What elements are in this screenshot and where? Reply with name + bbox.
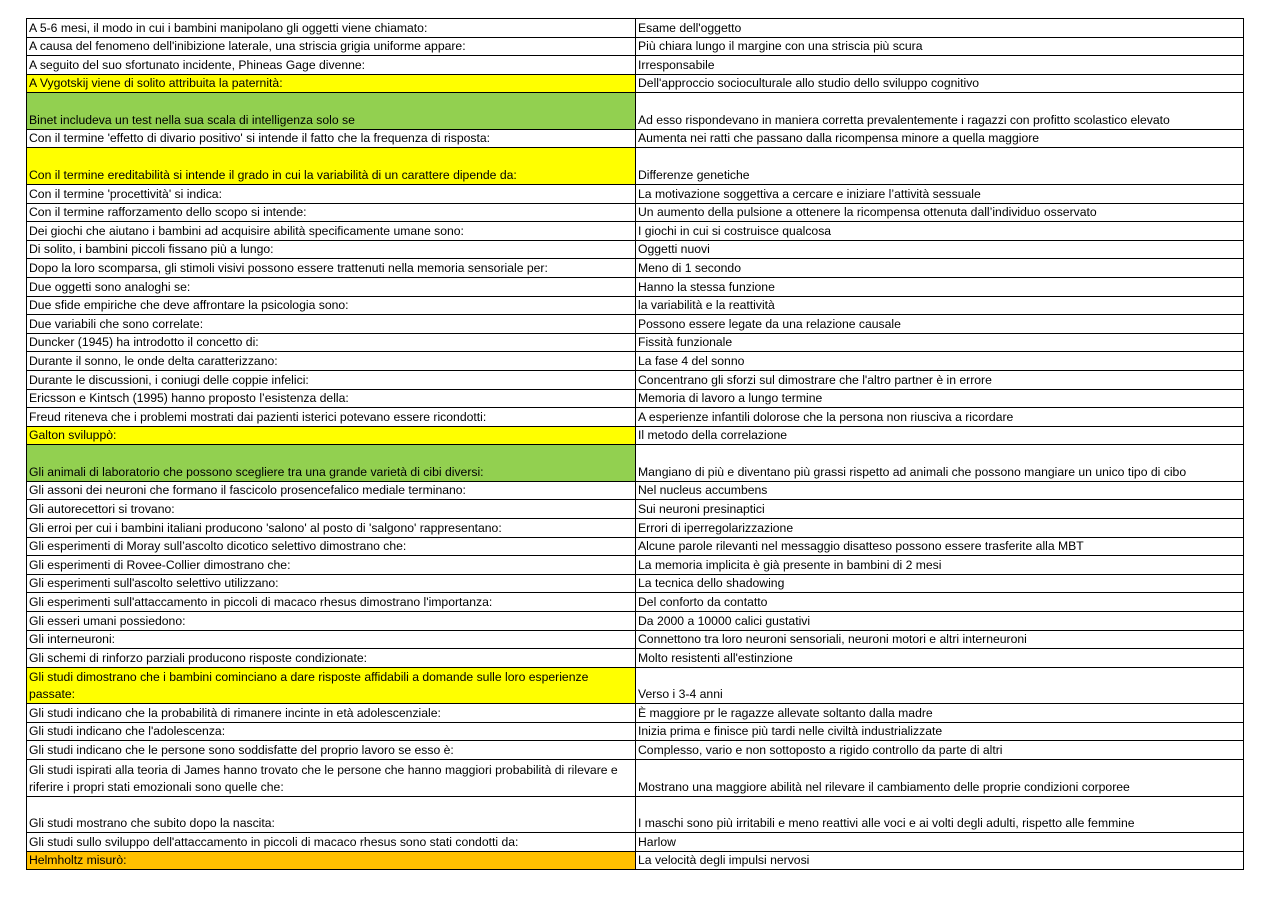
answer-cell[interactable]: Errori di iperregolarizzazione — [636, 518, 1244, 537]
answer-cell[interactable]: Dell'approccio socioculturale allo studio dello sviluppo cognitivo — [636, 74, 1244, 93]
answer-cell[interactable]: Differenze genetiche — [636, 148, 1244, 185]
question-cell[interactable]: Di solito, i bambini piccoli fissano più a lungo: — [27, 240, 636, 259]
question-cell[interactable]: Con il termine 'effetto di divario positivo' si intende il fatto che la frequenza di risposta: — [27, 129, 636, 148]
answer-cell[interactable]: Mostrano una maggiore abilità nel rilevare il cambiamento delle proprie condizioni corporee — [636, 760, 1244, 797]
question-cell[interactable]: Gli esperimenti di Moray sull’ascolto dicotico selettivo dimostrano che: — [27, 537, 636, 556]
table-row — [27, 426, 1244, 445]
answer-cell[interactable]: È maggiore pr le ragazze allevate soltanto dalla madre — [636, 704, 1244, 723]
answer-cell[interactable]: La fase 4 del sonno — [636, 352, 1244, 371]
answer-cell[interactable]: La memoria implicita è già presente in bambini di 2 mesi — [636, 556, 1244, 575]
table-row — [27, 481, 1244, 500]
answer-cell[interactable]: Molto resistenti all'estinzione — [636, 649, 1244, 668]
answer-cell[interactable]: Irresponsabile — [636, 56, 1244, 75]
question-cell[interactable]: Gli autorecettori si trovano: — [27, 500, 636, 519]
question-cell[interactable]: Gli studi indicano che l'adolescenza: — [27, 722, 636, 741]
answer-cell[interactable]: La velocità degli impulsi nervosi — [636, 851, 1244, 870]
table-row — [27, 556, 1244, 575]
answer-cell[interactable]: Alcune parole rilevanti nel messaggio disatteso possono essere trasferite alla MBT — [636, 537, 1244, 556]
answer-cell[interactable]: Fissità funzionale — [636, 333, 1244, 352]
answer-cell[interactable]: la variabilità e la reattività — [636, 296, 1244, 315]
answer-cell[interactable]: Sui neuroni presinaptici — [636, 500, 1244, 519]
table-row — [27, 704, 1244, 723]
answer-cell[interactable]: I giochi in cui si costruisce qualcosa — [636, 222, 1244, 241]
answer-cell[interactable]: Ad esso rispondevano in maniera corretta prevalentemente i ragazzi con profitto scolastico elevato — [636, 93, 1244, 130]
table-row — [27, 445, 1244, 482]
answer-cell[interactable]: I maschi sono più irritabili e meno reattivi alle voci e ai volti degli adulti, rispetto alle femmine — [636, 796, 1244, 833]
question-cell[interactable]: A causa del fenomeno dell'inibizione laterale, una striscia grigia uniforme appare: — [27, 37, 636, 56]
question-cell[interactable]: Gli studi sullo sviluppo dell'attaccamento in piccoli di macaco rhesus sono stati condotti da: — [27, 833, 636, 852]
question-cell[interactable]: A Vygotskij viene di solito attribuita la paternità: — [27, 74, 636, 93]
question-cell[interactable]: Gli esseri umani possiedono: — [27, 611, 636, 630]
answer-cell[interactable]: Esame dell'oggetto — [636, 19, 1244, 38]
question-cell[interactable]: Gli studi indicano che la probabilità di rimanere incinte in età adolescenziale: — [27, 704, 636, 723]
answer-cell[interactable]: Memoria di lavoro a lungo termine — [636, 389, 1244, 408]
answer-cell[interactable]: Harlow — [636, 833, 1244, 852]
answer-cell[interactable]: Nel nucleus accumbens — [636, 481, 1244, 500]
question-cell[interactable]: Duncker (1945) ha introdotto il concetto di: — [27, 333, 636, 352]
question-cell[interactable]: A 5-6 mesi, il modo in cui i bambini manipolano gli oggetti viene chiamato: — [27, 19, 636, 38]
answer-cell[interactable]: Possono essere legate da una relazione causale — [636, 315, 1244, 334]
answer-cell[interactable]: Mangiano di più e diventano più grassi rispetto ad animali che possono mangiare un unico tipo di cibo — [636, 445, 1244, 482]
question-cell[interactable]: Durante le discussioni, i coniugi delle coppie infelici: — [27, 370, 636, 389]
table-row — [27, 333, 1244, 352]
question-cell[interactable]: Gli esperimenti di Rovee-Collier dimostrano che: — [27, 556, 636, 575]
question-cell[interactable]: Dopo la loro scomparsa, gli stimoli visivi possono essere trattenuti nella memoria sensoriale per: — [27, 259, 636, 278]
question-cell[interactable]: Gli studi indicano che le persone sono soddisfatte del proprio lavoro se esso è: — [27, 741, 636, 760]
answer-cell[interactable]: La motivazione soggettiva a cercare e iniziare l’attività sessuale — [636, 184, 1244, 203]
answer-cell[interactable]: Il metodo della correlazione — [636, 426, 1244, 445]
answer-cell[interactable]: Concentrano gli sforzi sul dimostrare che l'altro partner è in errore — [636, 370, 1244, 389]
answer-cell[interactable]: Connettono tra loro neuroni sensoriali, neuroni motori e altri interneuroni — [636, 630, 1244, 649]
table-row — [27, 296, 1244, 315]
answer-cell[interactable]: Meno di 1 secondo — [636, 259, 1244, 278]
question-cell[interactable]: Gli studi mostrano che subito dopo la nascita: — [27, 796, 636, 833]
question-cell[interactable]: Con il termine ereditabilità si intende il grado in cui la variabilità di un carattere dipende da: — [27, 148, 636, 185]
table-row — [27, 352, 1244, 371]
question-cell[interactable]: Binet includeva un test nella sua scala di intelligenza solo se — [27, 93, 636, 130]
table-row — [27, 722, 1244, 741]
table-row — [27, 630, 1244, 649]
answer-cell[interactable]: Verso i 3-4 anni — [636, 667, 1244, 704]
answer-cell[interactable]: Oggetti nuovi — [636, 240, 1244, 259]
table-row — [27, 760, 1244, 797]
question-cell[interactable]: Con il termine rafforzamento dello scopo si intende: — [27, 203, 636, 222]
table-body — [27, 19, 1244, 870]
question-cell[interactable]: A seguito del suo sfortunato incidente, Phineas Gage divenne: — [27, 56, 636, 75]
question-cell[interactable]: Galton sviluppò: — [27, 426, 636, 445]
table-row — [27, 19, 1244, 38]
table-row — [27, 593, 1244, 612]
question-cell[interactable]: Gli assoni dei neuroni che formano il fascicolo prosencefalico mediale terminano: — [27, 481, 636, 500]
question-cell[interactable]: Dei giochi che aiutano i bambini ad acquisire abilità specificamente umane sono: — [27, 222, 636, 241]
question-cell[interactable]: Gli animali di laboratorio che possono scegliere tra una grande varietà di cibi diversi: — [27, 445, 636, 482]
table-row — [27, 574, 1244, 593]
spreadsheet-table — [26, 18, 1244, 870]
table-row — [27, 833, 1244, 852]
table-row — [27, 129, 1244, 148]
table-row — [27, 537, 1244, 556]
question-cell[interactable]: Ericsson e Kintsch (1995) hanno proposto l’esistenza della: — [27, 389, 636, 408]
question-cell[interactable]: Helmholtz misurò: — [27, 851, 636, 870]
question-cell[interactable]: Gli interneuroni: — [27, 630, 636, 649]
question-cell[interactable]: Due variabili che sono correlate: — [27, 315, 636, 334]
table-row — [27, 56, 1244, 75]
answer-cell[interactable]: Da 2000 a 10000 calici gustativi — [636, 611, 1244, 630]
table-row — [27, 148, 1244, 185]
table-row — [27, 389, 1244, 408]
question-cell[interactable]: Con il termine 'procettività' si indica: — [27, 184, 636, 203]
answer-cell[interactable]: Aumenta nei ratti che passano dalla ricompensa minore a quella maggiore — [636, 129, 1244, 148]
table-row — [27, 222, 1244, 241]
question-cell[interactable]: Due sfide empiriche che deve affrontare la psicologia sono: — [27, 296, 636, 315]
table-row — [27, 611, 1244, 630]
question-cell[interactable]: Durante il sonno, le onde delta caratterizzano: — [27, 352, 636, 371]
table-row — [27, 649, 1244, 668]
table-row — [27, 741, 1244, 760]
table-row — [27, 796, 1244, 833]
question-cell[interactable]: Gli esperimenti sull'ascolto selettivo utilizzano: — [27, 574, 636, 593]
question-cell[interactable]: Gli erroi per cui i bambini italiani producono 'salono' al posto di 'salgono' rappresentano: — [27, 518, 636, 537]
question-cell[interactable]: Gli studi ispirati alla teoria di James hanno trovato che le persone che hanno maggiori probabilità di rilevare e riferire i propri stati emozionali sono quelle che: — [27, 760, 636, 797]
table-row — [27, 667, 1244, 704]
table-row — [27, 500, 1244, 519]
table-row — [27, 277, 1244, 296]
table-row — [27, 370, 1244, 389]
table-row — [27, 93, 1244, 130]
table-row — [27, 74, 1244, 93]
answer-cell[interactable]: Più chiara lungo il margine con una striscia più scura — [636, 37, 1244, 56]
table-row — [27, 184, 1244, 203]
question-cell[interactable]: Gli esperimenti sull'attaccamento in piccoli di macaco rhesus dimostrano l'importanza: — [27, 593, 636, 612]
answer-cell[interactable]: Complesso, vario e non sottoposto a rigido controllo da parte di altri — [636, 741, 1244, 760]
answer-cell[interactable]: Un aumento della pulsione a ottenere la ricompensa ottenuta dall’individuo osservato — [636, 203, 1244, 222]
answer-cell[interactable]: La tecnica dello shadowing — [636, 574, 1244, 593]
question-cell[interactable]: Gli studi dimostrano che i bambini cominciano a dare risposte affidabili a domande sulle loro esperienze passate: — [27, 667, 636, 704]
table-row — [27, 259, 1244, 278]
table-row — [27, 240, 1244, 259]
table-row — [27, 408, 1244, 427]
question-cell[interactable]: Due oggetti sono analoghi se: — [27, 277, 636, 296]
table-row — [27, 37, 1244, 56]
table-row — [27, 518, 1244, 537]
answer-cell[interactable]: Inizia prima e finisce più tardi nelle civiltà industrializzate — [636, 722, 1244, 741]
answer-cell[interactable]: A esperienze infantili dolorose che la persona non riusciva a ricordare — [636, 408, 1244, 427]
answer-cell[interactable]: Del conforto da contatto — [636, 593, 1244, 612]
answer-cell[interactable]: Hanno la stessa funzione — [636, 277, 1244, 296]
table-row — [27, 203, 1244, 222]
table-row — [27, 851, 1244, 870]
question-cell[interactable]: Freud riteneva che i problemi mostrati dai pazienti isterici potevano essere ricondotti: — [27, 408, 636, 427]
question-cell[interactable]: Gli schemi di rinforzo parziali producono risposte condizionate: — [27, 649, 636, 668]
table-row — [27, 315, 1244, 334]
